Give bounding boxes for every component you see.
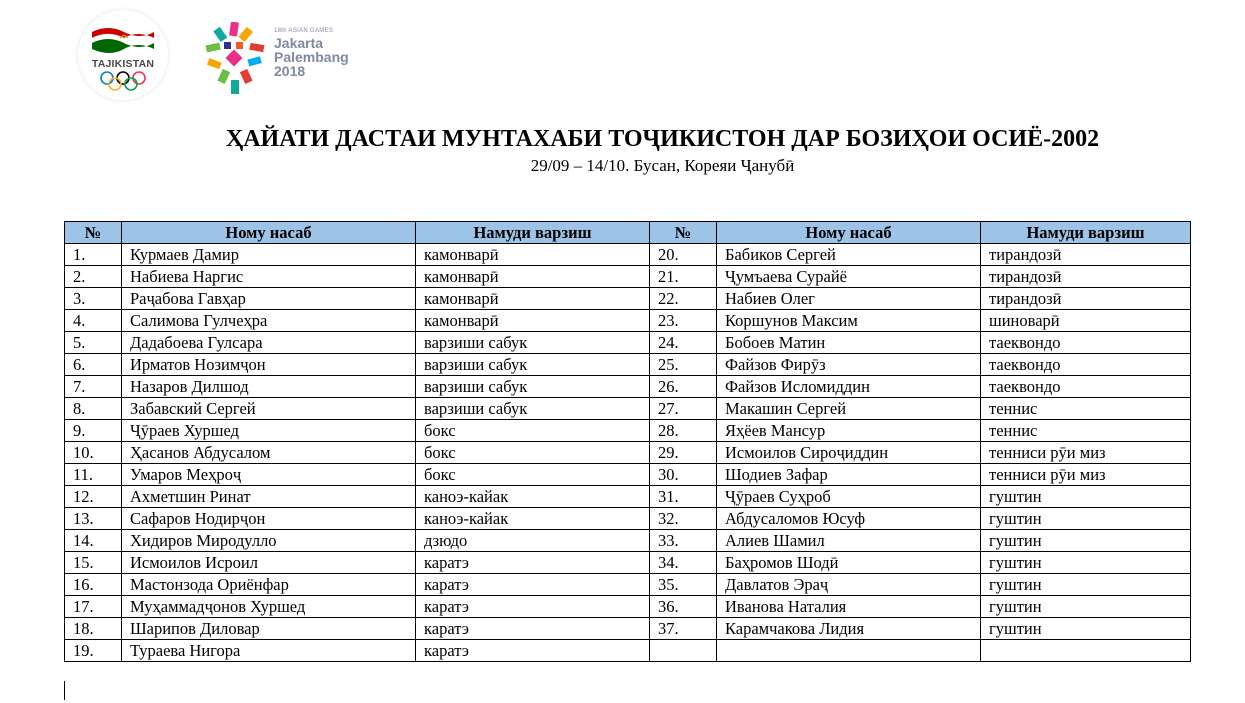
table-row	[65, 420, 1191, 442]
table-row	[65, 266, 1191, 288]
document-subtitle: 29/09 – 14/10. Бусан, Кореяи Ҷанубӣ	[530, 156, 795, 175]
cell-sport: бокс	[416, 464, 650, 486]
cell-athlete-name: Шодиев Зафар	[717, 464, 981, 486]
cell-number: 21.	[650, 266, 717, 288]
table-row	[65, 288, 1191, 310]
cell-number: 29.	[650, 442, 717, 464]
cell-number: 28.	[650, 420, 717, 442]
table-header-row	[65, 222, 1191, 244]
cell-sport: тирандозӣ	[981, 266, 1191, 288]
cell-sport: каноэ-кайак	[416, 508, 650, 530]
cell-athlete-name: Коршунов Максим	[717, 310, 981, 332]
cell-athlete-name: Файзов Исломиддин	[717, 376, 981, 398]
cell-number: 17.	[65, 596, 122, 618]
cell-sport: гуштин	[981, 574, 1191, 596]
table-row	[65, 508, 1191, 530]
cell-number	[650, 640, 717, 662]
asian-games-wordmark	[274, 28, 349, 78]
cell-athlete-name: Забавский Сергей	[122, 398, 416, 420]
cell-number: 9.	[65, 420, 122, 442]
cell-number: 12.	[65, 486, 122, 508]
cell-athlete-name: Ҷӯраев Суҳроб	[717, 486, 981, 508]
asian-games-small-text: 18th ASIAN GAMES	[274, 28, 334, 34]
table-row	[65, 310, 1191, 332]
tajikistan-flag-icon	[90, 24, 156, 54]
cell-sport: шиноварӣ	[981, 310, 1191, 332]
cell-number: 6.	[65, 354, 122, 376]
cell-number: 19.	[65, 640, 122, 662]
cell-sport: бокс	[416, 420, 650, 442]
cell-number: 13.	[65, 508, 122, 530]
cell-sport: гуштин	[981, 552, 1191, 574]
cell-athlete-name: Иванова Наталия	[717, 596, 981, 618]
table-row	[65, 530, 1191, 552]
table-row	[65, 486, 1191, 508]
cell-number: 24.	[650, 332, 717, 354]
asian-games-line: Jakarta	[274, 35, 324, 51]
cell-sport: гуштин	[981, 530, 1191, 552]
cell-athlete-name: Карамчакова Лидия	[717, 618, 981, 640]
tajikistan-logo-text: TAJIKISTAN	[91, 58, 155, 70]
cell-number: 23.	[650, 310, 717, 332]
cell-number: 8.	[65, 398, 122, 420]
cell-number: 14.	[65, 530, 122, 552]
cell-sport: камонварӣ	[416, 266, 650, 288]
cell-sport: тирандозӣ	[981, 244, 1191, 266]
cell-athlete-name: Ҳасанов Абдусалом	[122, 442, 416, 464]
cell-athlete-name: Хидиров Миродулло	[122, 530, 416, 552]
cell-number: 22.	[650, 288, 717, 310]
header-name: Ному насаб	[122, 222, 416, 244]
cell-athlete-name: Набиева Наргис	[122, 266, 416, 288]
cell-athlete-name: Муҳаммадҷонов Хуршед	[122, 596, 416, 618]
cell-athlete-name	[717, 640, 981, 662]
cell-athlete-name: Исмоилов Сироҷиддин	[717, 442, 981, 464]
cell-sport: варзиши сабук	[416, 332, 650, 354]
cell-number: 3.	[65, 288, 122, 310]
cell-athlete-name: Исмоилов Исроил	[122, 552, 416, 574]
cell-sport: каратэ	[416, 552, 650, 574]
cell-athlete-name: Ахметшин Ринат	[122, 486, 416, 508]
header-name: Ному насаб	[717, 222, 981, 244]
cell-sport: камонварӣ	[416, 244, 650, 266]
cell-number: 27.	[650, 398, 717, 420]
cell-sport: каратэ	[416, 618, 650, 640]
cell-athlete-name: Сафаров Нодирҷон	[122, 508, 416, 530]
cell-number: 2.	[65, 266, 122, 288]
cell-sport: каноэ-кайак	[416, 486, 650, 508]
header-number: №	[650, 222, 717, 244]
cell-sport	[981, 640, 1191, 662]
cell-sport: гуштин	[981, 596, 1191, 618]
cell-sport: тирандозӣ	[981, 288, 1191, 310]
cell-athlete-name: Ҷӯраев Хуршед	[122, 420, 416, 442]
header-sport: Намуди варзиш	[981, 222, 1191, 244]
table-row	[65, 332, 1191, 354]
cell-athlete-name: Файзов Фирӯз	[717, 354, 981, 376]
cell-number: 1.	[65, 244, 122, 266]
cell-number: 18.	[65, 618, 122, 640]
cell-sport: тенниси рӯи миз	[981, 464, 1191, 486]
cell-athlete-name: Назаров Дилшод	[122, 376, 416, 398]
table-row	[65, 574, 1191, 596]
cell-sport: таеквондо	[981, 354, 1191, 376]
cell-number: 34.	[650, 552, 717, 574]
cell-number: 10.	[65, 442, 122, 464]
cell-athlete-name: Салимова Гулчеҳра	[122, 310, 416, 332]
cell-number: 35.	[650, 574, 717, 596]
table-row	[65, 464, 1191, 486]
cell-athlete-name: Алиев Шамил	[717, 530, 981, 552]
cell-athlete-name: Дадабоева Гулсара	[122, 332, 416, 354]
asian-games-line: Palembang	[274, 49, 349, 65]
asian-games-line: 2018	[274, 63, 306, 79]
table-row	[65, 354, 1191, 376]
cell-athlete-name: Баҳромов Шодӣ	[717, 552, 981, 574]
cell-athlete-name: Курмаев Дамир	[122, 244, 416, 266]
cell-sport: варзиши сабук	[416, 354, 650, 376]
cell-sport: варзиши сабук	[416, 398, 650, 420]
cell-number: 15.	[65, 552, 122, 574]
document-title: ҲАЙАТИ ДАСТАИ МУНТАХАБИ ТОҶИКИСТОН ДАР БОЗИҲОИ ОСИЁ-2002	[225, 126, 1100, 152]
cell-number: 4.	[65, 310, 122, 332]
cell-number: 33.	[650, 530, 717, 552]
table-row	[65, 376, 1191, 398]
cell-number: 31.	[650, 486, 717, 508]
cell-sport: гуштин	[981, 486, 1191, 508]
cell-number: 37.	[650, 618, 717, 640]
table-row	[65, 552, 1191, 574]
cell-sport: гуштин	[981, 618, 1191, 640]
cell-athlete-name: Умаров Меҳроҷ	[122, 464, 416, 486]
table-row	[65, 618, 1191, 640]
table-row	[65, 596, 1191, 618]
olympic-rings-icon	[98, 70, 148, 92]
team-roster-table	[64, 221, 1191, 662]
cell-athlete-name: Бобоев Матин	[717, 332, 981, 354]
cell-number: 26.	[650, 376, 717, 398]
cell-sport: камонварӣ	[416, 288, 650, 310]
cell-athlete-name: Раҷабова Гавҳар	[122, 288, 416, 310]
cell-sport: таеквондо	[981, 332, 1191, 354]
cell-athlete-name: Шарипов Диловар	[122, 618, 416, 640]
cell-sport: бокс	[416, 442, 650, 464]
cell-athlete-name: Абдусаломов Юсуф	[717, 508, 981, 530]
cell-athlete-name: Бабиков Сергей	[717, 244, 981, 266]
cell-number: 30.	[650, 464, 717, 486]
table-row	[65, 244, 1191, 266]
cell-athlete-name: Давлатов Эраҷ	[717, 574, 981, 596]
cell-number: 16.	[65, 574, 122, 596]
cell-athlete-name: Макашин Сергей	[717, 398, 981, 420]
table-row	[65, 398, 1191, 420]
cell-athlete-name: Ҷумъаева Сурайё	[717, 266, 981, 288]
cell-number: 25.	[650, 354, 717, 376]
tajikistan-olympic-logo	[78, 10, 168, 100]
cell-athlete-name: Ирматов Нозимҷон	[122, 354, 416, 376]
cell-sport: каратэ	[416, 574, 650, 596]
cell-sport: каратэ	[416, 596, 650, 618]
cell-sport: таеквондо	[981, 376, 1191, 398]
text-cursor	[64, 681, 65, 700]
cell-number: 20.	[650, 244, 717, 266]
cell-sport: гуштин	[981, 508, 1191, 530]
cell-sport: каратэ	[416, 640, 650, 662]
cell-number: 5.	[65, 332, 122, 354]
cell-athlete-name: Тураева Нигора	[122, 640, 416, 662]
cell-sport: теннис	[981, 398, 1191, 420]
cell-athlete-name: Мастонзода Ориёнфар	[122, 574, 416, 596]
header-sport: Намуди варзиш	[416, 222, 650, 244]
cell-sport: тенниси рӯи миз	[981, 442, 1191, 464]
cell-number: 32.	[650, 508, 717, 530]
cell-sport: дзюдо	[416, 530, 650, 552]
cell-athlete-name: Яҳёев Мансур	[717, 420, 981, 442]
table-row	[65, 442, 1191, 464]
cell-sport: варзиши сабук	[416, 376, 650, 398]
cell-number: 11.	[65, 464, 122, 486]
asian-games-emblem-icon	[204, 22, 270, 96]
header-number: №	[65, 222, 122, 244]
cell-sport: теннис	[981, 420, 1191, 442]
cell-athlete-name: Набиев Олег	[717, 288, 981, 310]
cell-number: 7.	[65, 376, 122, 398]
cell-sport: камонварӣ	[416, 310, 650, 332]
cell-number: 36.	[650, 596, 717, 618]
table-row	[65, 640, 1191, 662]
